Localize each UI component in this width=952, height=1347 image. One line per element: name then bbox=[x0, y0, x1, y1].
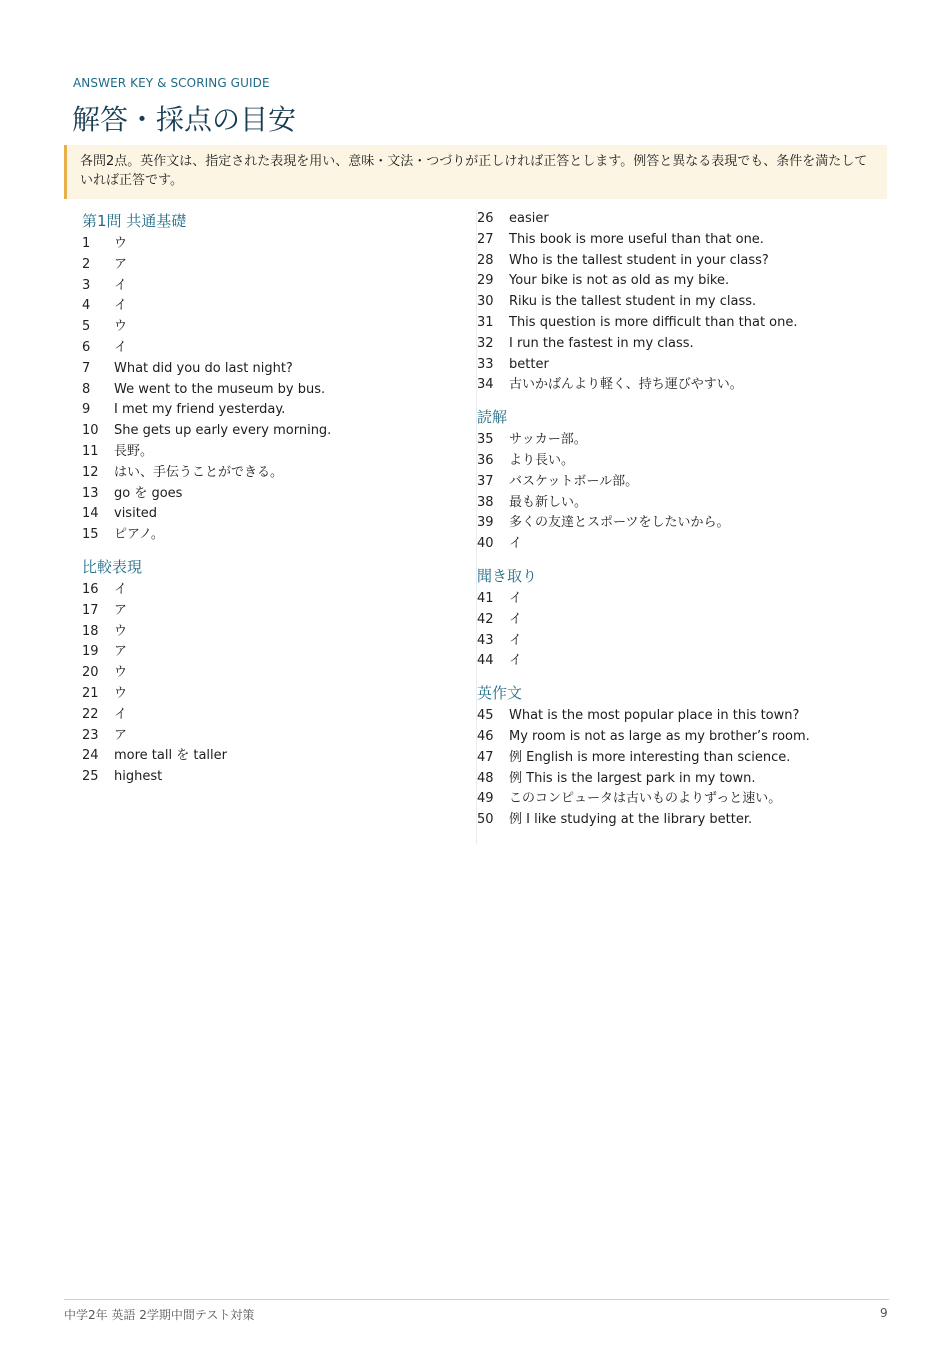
answer-row bbox=[82, 484, 462, 505]
answer-text: ア bbox=[114, 644, 128, 660]
question-number: 20 bbox=[82, 665, 99, 681]
answer-list-comparison bbox=[82, 580, 462, 788]
question-number: 29 bbox=[477, 273, 494, 289]
answer-row bbox=[477, 375, 897, 396]
answer-row bbox=[477, 472, 897, 493]
answer-row bbox=[477, 292, 897, 313]
answer-text: イ bbox=[509, 653, 523, 669]
answer-text: ア bbox=[114, 727, 128, 743]
answer-text: easier bbox=[509, 211, 549, 226]
answer-text: より長い。 bbox=[509, 452, 575, 468]
question-number: 26 bbox=[477, 211, 494, 226]
answer-row bbox=[477, 748, 897, 769]
answer-text: visited bbox=[114, 506, 158, 522]
answer-text: 最も新しい。 bbox=[509, 494, 588, 510]
answer-text: 例 This is the largest park in my town. bbox=[509, 770, 756, 786]
answer-text: イ bbox=[114, 277, 128, 293]
answer-text: This book is more useful than that one. bbox=[509, 231, 764, 247]
page-number: 9 bbox=[880, 1306, 888, 1320]
section-title-writing: 英作文 bbox=[477, 684, 523, 703]
answer-row bbox=[82, 421, 462, 442]
question-number: 25 bbox=[82, 769, 99, 785]
question-number: 8 bbox=[82, 381, 91, 397]
question-number: 14 bbox=[82, 506, 99, 522]
answer-text: イ bbox=[509, 632, 523, 648]
answer-text: ウ bbox=[114, 665, 128, 681]
question-number: 23 bbox=[82, 727, 99, 743]
answer-text: ア bbox=[114, 256, 128, 272]
question-number: 36 bbox=[477, 452, 494, 468]
question-number: 11 bbox=[82, 443, 99, 459]
answer-text: イ bbox=[509, 590, 523, 606]
answer-row bbox=[82, 601, 462, 622]
answer-text: 古いかばんより軽く、持ち運びやすい。 bbox=[509, 377, 743, 393]
answer-text: イ bbox=[114, 581, 128, 597]
answer-text: バスケットボール部。 bbox=[509, 473, 639, 489]
question-number: 9 bbox=[82, 402, 91, 418]
answer-text: ウ bbox=[114, 319, 128, 335]
answer-text: 例 English is more interesting than science. bbox=[509, 749, 791, 765]
answer-text: ピアノ。 bbox=[114, 527, 164, 543]
answer-text: サッカー部。 bbox=[509, 432, 587, 448]
answer-text: イ bbox=[509, 536, 523, 552]
answer-list-comparison-continued bbox=[477, 209, 897, 396]
question-number: 30 bbox=[477, 294, 494, 310]
question-number: 31 bbox=[477, 314, 494, 330]
answer-row bbox=[477, 430, 897, 451]
scoring-note: 各問2点。英作文は、指定された表現を用い、意味・文法・つづりが正しければ正答とします。例答と異なる表現でも、条件を満たしていれば正答です。 bbox=[64, 145, 887, 199]
answer-row bbox=[82, 746, 462, 767]
question-number: 45 bbox=[477, 708, 494, 724]
answer-row bbox=[82, 234, 462, 255]
question-number: 24 bbox=[82, 748, 99, 764]
question-number: 6 bbox=[82, 339, 91, 355]
answer-row bbox=[477, 534, 897, 555]
answer-text: 例 I like studying at the library better. bbox=[509, 812, 753, 828]
answer-row bbox=[477, 589, 897, 610]
question-number: 27 bbox=[477, 231, 494, 247]
answer-text: ア bbox=[114, 602, 128, 618]
question-number: 46 bbox=[477, 728, 494, 744]
footer-divider bbox=[64, 1299, 889, 1300]
section-title-listening: 聞き取り bbox=[477, 566, 538, 585]
question-number: 33 bbox=[477, 356, 494, 372]
answer-row bbox=[477, 610, 897, 631]
answer-text: イ bbox=[114, 706, 128, 722]
answer-text: 長野。 bbox=[114, 443, 154, 459]
answer-row bbox=[477, 493, 897, 514]
answer-row bbox=[477, 706, 897, 727]
answer-list-reading bbox=[477, 430, 897, 555]
answer-row bbox=[82, 317, 462, 338]
answer-row bbox=[477, 334, 897, 355]
question-number: 21 bbox=[82, 685, 99, 701]
question-number: 35 bbox=[477, 432, 494, 448]
question-number: 18 bbox=[82, 623, 99, 639]
answer-row bbox=[477, 313, 897, 334]
answer-row bbox=[82, 380, 462, 401]
question-number: 7 bbox=[82, 360, 91, 376]
answer-list-listening bbox=[477, 589, 897, 672]
answer-row bbox=[477, 651, 897, 672]
answer-row bbox=[82, 767, 462, 788]
answer-text: ウ bbox=[114, 623, 128, 639]
question-number: 16 bbox=[82, 581, 99, 597]
question-number: 38 bbox=[477, 494, 494, 510]
answer-row bbox=[82, 296, 462, 317]
question-number: 32 bbox=[477, 335, 494, 351]
answer-text: I met my friend yesterday. bbox=[114, 402, 286, 418]
section-title-reading: 読解 bbox=[477, 408, 508, 427]
question-number: 19 bbox=[82, 644, 99, 660]
answer-text: ウ bbox=[114, 685, 128, 701]
left-column bbox=[82, 209, 462, 788]
question-number: 50 bbox=[477, 812, 494, 828]
question-number: 15 bbox=[82, 527, 99, 543]
answer-text: We went to the museum by bus. bbox=[114, 381, 326, 397]
answer-row bbox=[477, 230, 897, 251]
answer-row bbox=[477, 513, 897, 534]
answer-row bbox=[82, 255, 462, 276]
question-number: 13 bbox=[82, 485, 99, 501]
question-number: 43 bbox=[477, 632, 494, 648]
question-number: 37 bbox=[477, 473, 494, 489]
answer-row bbox=[82, 442, 462, 463]
question-number: 5 bbox=[82, 319, 91, 335]
answer-row bbox=[477, 727, 897, 748]
answer-text: Who is the tallest student in your class? bbox=[509, 252, 769, 268]
answer-row bbox=[477, 209, 897, 230]
answer-row bbox=[82, 663, 462, 684]
answer-row bbox=[82, 642, 462, 663]
answer-text: more tall を taller bbox=[114, 748, 227, 764]
answer-text: better bbox=[509, 356, 549, 372]
question-number: 28 bbox=[477, 252, 494, 268]
answer-row bbox=[82, 400, 462, 421]
answer-text: イ bbox=[114, 339, 128, 355]
page-title: 解答・採点の目安 bbox=[72, 103, 297, 136]
answer-text: What did you do last night? bbox=[114, 360, 293, 376]
answer-row bbox=[477, 251, 897, 272]
question-number: 41 bbox=[477, 590, 494, 606]
answer-text: イ bbox=[509, 611, 523, 627]
footer-course-title: 中学2年 英語 2学期中間テスト対策 bbox=[64, 1308, 255, 1322]
answer-row bbox=[477, 271, 897, 292]
answer-text: 多くの友達とスポーツをしたいから。 bbox=[509, 515, 730, 531]
question-number: 3 bbox=[82, 277, 91, 293]
question-number: 39 bbox=[477, 515, 494, 531]
question-number: 17 bbox=[82, 602, 99, 618]
question-number: 42 bbox=[477, 611, 494, 627]
answer-text: イ bbox=[114, 298, 128, 314]
answer-row bbox=[82, 525, 462, 546]
answer-text: Riku is the tallest student in my class. bbox=[509, 294, 757, 310]
question-number: 1 bbox=[82, 236, 91, 251]
question-number: 34 bbox=[477, 377, 494, 393]
answer-row bbox=[82, 580, 462, 601]
answer-row bbox=[82, 359, 462, 380]
section-title-basics: 第1問 共通基礎 bbox=[82, 212, 187, 230]
question-number: 4 bbox=[82, 298, 91, 314]
answer-text: I run the fastest in my class. bbox=[509, 335, 694, 351]
question-number: 49 bbox=[477, 791, 494, 807]
right-column bbox=[476, 209, 897, 844]
answer-row bbox=[477, 810, 897, 831]
answer-row bbox=[82, 622, 462, 643]
answer-text: My room is not as large as my brother’s room. bbox=[509, 728, 810, 744]
answer-row bbox=[82, 338, 462, 359]
question-number: 48 bbox=[477, 770, 494, 786]
answer-row bbox=[477, 451, 897, 472]
question-number: 10 bbox=[82, 423, 99, 439]
answer-row bbox=[477, 355, 897, 376]
question-number: 22 bbox=[82, 706, 99, 722]
answer-list-basics bbox=[82, 234, 462, 546]
question-number: 40 bbox=[477, 536, 494, 552]
answer-row bbox=[82, 684, 462, 705]
answer-row bbox=[477, 789, 897, 810]
answer-row bbox=[82, 705, 462, 726]
answer-row bbox=[82, 463, 462, 484]
answer-text: go を goes bbox=[114, 485, 183, 501]
answer-text: はい、手伝うことができる。 bbox=[114, 464, 284, 480]
answer-text: What is the most popular place in this town? bbox=[509, 708, 800, 724]
answer-row bbox=[82, 276, 462, 297]
answer-text: This question is more difficult than that one. bbox=[509, 314, 798, 330]
answer-row bbox=[82, 726, 462, 747]
question-number: 2 bbox=[82, 256, 91, 272]
eyebrow-label: ANSWER KEY & SCORING GUIDE bbox=[73, 76, 270, 90]
answer-text: highest bbox=[114, 769, 163, 785]
answer-list-writing bbox=[477, 706, 897, 831]
answer-text: ウ bbox=[114, 236, 128, 251]
question-number: 12 bbox=[82, 464, 99, 480]
question-number: 47 bbox=[477, 749, 494, 765]
section-title-comparison: 比較表現 bbox=[82, 557, 143, 576]
answer-text: She gets up early every morning. bbox=[114, 423, 332, 439]
answer-row bbox=[82, 504, 462, 525]
answer-text: Your bike is not as old as my bike. bbox=[509, 273, 730, 289]
question-number: 44 bbox=[477, 653, 494, 669]
answer-row bbox=[477, 769, 897, 790]
answer-text: このコンピュータは古いものよりずっと速い。 bbox=[509, 791, 782, 807]
answer-row bbox=[477, 631, 897, 652]
